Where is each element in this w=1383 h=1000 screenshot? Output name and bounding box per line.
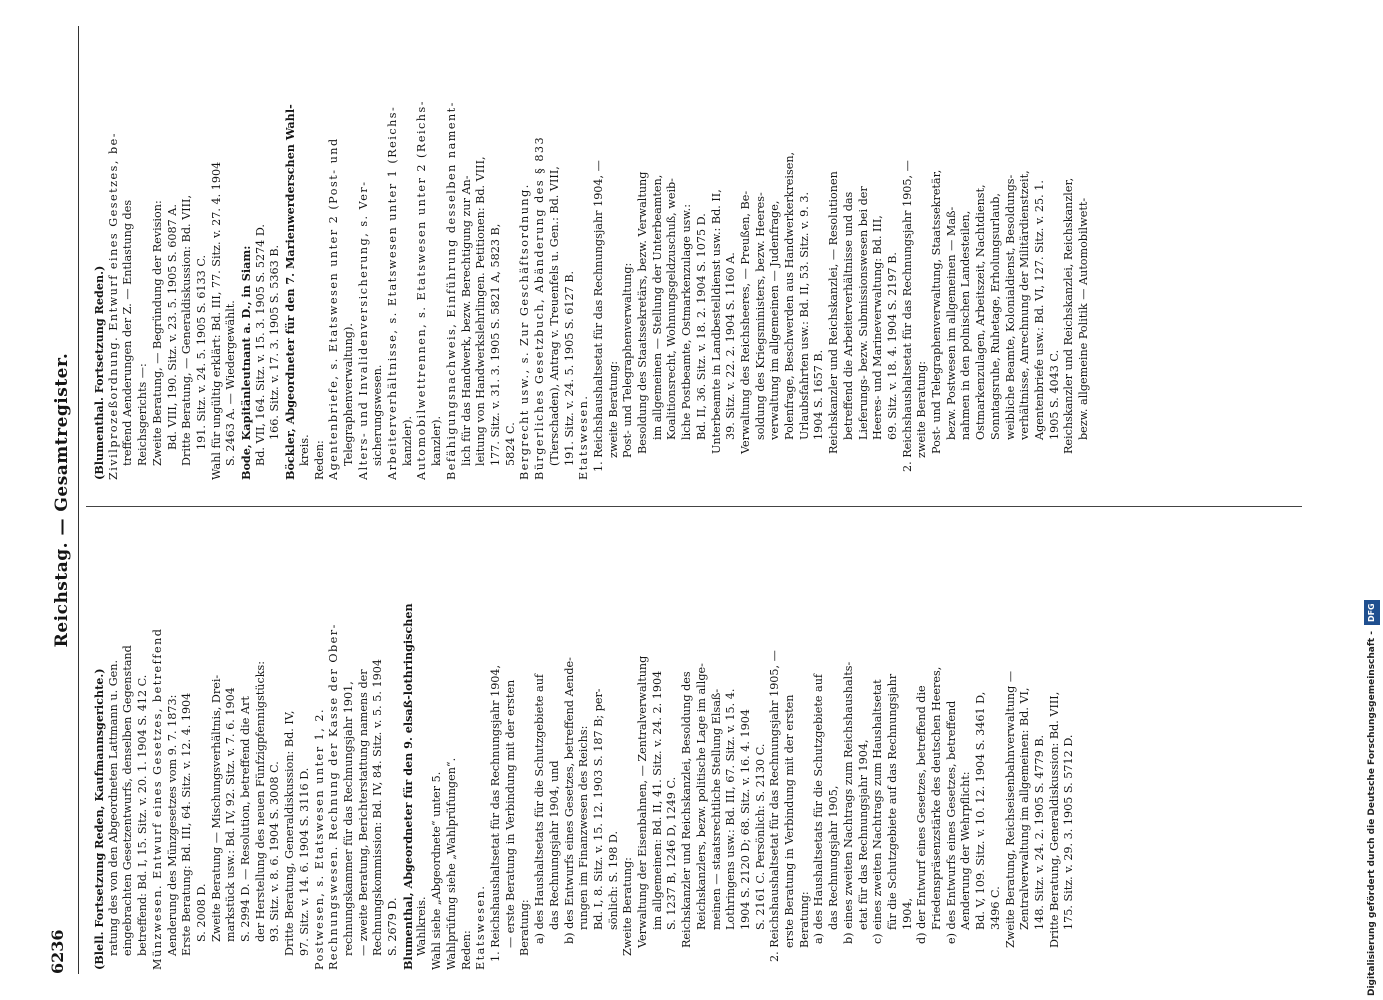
text-line: Reden: [312, 440, 326, 480]
text-line: Heeres- und Marineverwaltung: Bd. III, [871, 215, 885, 440]
text-line: Zivilprozeßordnung. Entwurf eines Gesetzes, be- [106, 131, 120, 480]
text-line: S. 2463 A. — Wiedergewählt. [224, 300, 238, 466]
text-line: kanzler). [400, 415, 414, 466]
text-line: markstück usw.: Bd. IV, 92. Sitz. v. 7. 6. 1904 [224, 687, 238, 942]
text-line: (Tierschaden), Antrag v. Treuenfels u. Gen.: Bd. VIII, [547, 166, 561, 466]
text-line: weibliche Beamte, Kolonialdienst, Besoldungs- [1003, 174, 1017, 440]
text-line: 2. Reichshaushaltsetat für das Rechnungsjahr 1905, — [900, 160, 914, 472]
page-number: 6236 [48, 929, 67, 974]
header-rule [78, 26, 79, 974]
text-line: 97. Sitz. v. 14. 6. 1904 S. 3116 D. [297, 767, 311, 956]
text-line: Wahlkreis. [415, 896, 429, 956]
text-line: das Rechnungsjahr 1904, und [547, 760, 561, 930]
text-line: ratung des von den Abgeordneten Lattmann u. Gen. [106, 659, 120, 956]
text-line: Zweite Beratung — Mischungsverhältnis, Drei- [209, 674, 223, 942]
text-line: Alters- und Invalidenversicherung, s. Ver- [356, 180, 370, 480]
text-line: a) des Haushaltsetats für die Schutzgebiete auf [533, 673, 547, 944]
text-line: a) des Haushaltsetats für die Schutzgebiete auf [812, 673, 826, 944]
text-line: Koalitionsrecht, Wohnungsgeldzuschuß, weib- [665, 178, 679, 440]
text-line: Lieferungs- bezw. Submissionswesen bei der [856, 186, 870, 440]
text-line: Etatswesen. [577, 394, 591, 480]
dfg-note-text: Digitalisierung gefördert durch die Deutsche Forschungsgemeinschaft - [1367, 631, 1377, 996]
text-line: 1905 S. 4043 C. [1047, 349, 1061, 440]
text-line: 191. Sitz. v. 24. 5. 1905 S. 6133 C. [194, 254, 208, 450]
text-line: 166. Sitz. v. 17. 3. 1905 S. 5363 B. [268, 244, 282, 440]
text-line: Reden: [459, 930, 473, 970]
text-line: Rechnungskommission: Bd. IV, 84. Sitz. v. 5. 5. 1904 [371, 659, 385, 956]
text-line: Zentralverwaltung im allgemeinen: Bd. VI, [1018, 687, 1032, 930]
text-line: Postwesen, s. Etatswesen unter 1, 2. [312, 707, 326, 970]
text-line: Zweite Beratung, — Begründung der Revision: [150, 200, 164, 466]
text-line: Aenderung des Münzgesetzes vom 9. 7. 1873: [165, 694, 179, 956]
text-line: bezw. Postwesen im allgemeinen — Maß- [944, 206, 958, 440]
text-line: Dritte Beratung, — Generaldiskussion: Bd. VIII, [180, 194, 194, 466]
running-head: Reichstag. — Gesamtregister. [52, 352, 72, 648]
text-line: 3496 C. [988, 886, 1002, 930]
text-line: Automobilwettrennen, s. Etatswesen unter 2 (Reichs- [415, 99, 429, 480]
text-line: 93. Sitz. v. 8. 6. 1904 S. 3008 C. [268, 761, 282, 942]
text-line: 39. Sitz. v. 22. 2. 1904 S. 1160 A. [724, 252, 738, 440]
text-line: Reichskanzler und Reichskanzlei, Besoldung des [680, 671, 694, 948]
text-line: Aenderung der Wehrpflicht: [959, 771, 973, 930]
text-line: Bd. VIII, 190. Sitz. v. 23. 5. 1905 S. 6087 A. [165, 204, 179, 450]
text-line: 1904 S. 1657 B. [812, 349, 826, 440]
text-line: soldung des Kriegsministers, bezw. Heeres- [753, 192, 767, 440]
text-line: verwaltung im allgemeinen — Judenfrage, [768, 200, 782, 440]
text-line: der Herstellung des neuen Fünfzigpfennigstücks: [253, 660, 267, 942]
text-line: Verwaltung der Eisenbahnen, — Zentralverwaltung [636, 655, 650, 948]
dfg-logo: DFG [1364, 600, 1380, 625]
text-line: c) eines zweiten Nachtrags zum Haushaltsetat [871, 679, 885, 944]
text-line: 148. Sitz. v. 24. 2. 1905 S. 4779 B. [1033, 734, 1046, 930]
text-line: liche Postbeamte, Ostmarkenzulage usw.: [680, 204, 694, 440]
text-line: Ostmarkenzulagen, Arbeitszeit, Nachtdienst, [974, 184, 988, 440]
text-line: S. 1237 B, 1246 D, 1249 C. [665, 776, 679, 930]
text-line: Wahlprüfung siehe „Wahlprüfungen“. [444, 757, 458, 970]
text-line: S. 2679 D. [386, 897, 400, 956]
text-line: Reichskanzlers, bezw. politische Lage im allge- [694, 663, 708, 930]
text-line: Agentenbriefe, s. Etatswesen unter 2 (Post- und [327, 137, 341, 480]
text-line: e) des Entwurfs eines Gesetzes, betreffend [944, 700, 958, 944]
text-line: Blumenthal, Abgeordneter für den 9. elsaß-lothringischen [400, 603, 415, 970]
text-line: Beratung: [797, 891, 811, 948]
text-line: im allgemeinen: Bd. II, 41. Sitz. v. 24. 2. 1904 [650, 670, 664, 930]
text-line: nahmen in den polnischen Landesteilen, [959, 210, 973, 440]
text-line: S. 2008 D. [194, 883, 208, 942]
text-line: Beratung: [518, 899, 532, 956]
text-line: Bd. I, 8. Sitz. v. 15. 12. 1903 S. 187 B; per- [591, 688, 605, 930]
text-line: S. 2994 D. — Resolution, betreffend die Art [239, 696, 253, 942]
text-line: 191. Sitz. v. 24. 5. 1905 S. 6127 B. [562, 270, 576, 466]
text-line: Böckler, Abgeordneter für den 7. Marienwerderschen Wahl- [283, 104, 298, 480]
text-line: S. 2161 C. Persönlich: S. 2130 C. [753, 743, 767, 930]
text-line: Erste Beratung: Bd. III, 64. Sitz. v. 12. 4. 1904 [180, 692, 194, 956]
text-line: zweite Beratung: [606, 360, 620, 458]
text-line: Bd. VII, 164. Sitz. v. 15. 3. 1905 S. 5274 D. [253, 224, 267, 466]
text-line: Telegraphenverwaltung). [341, 323, 355, 466]
text-line: Besoldung des Staatssekretärs, bezw. Verwaltung [636, 171, 650, 454]
text-line: kreis. [297, 434, 311, 466]
text-line: 5824 C. [503, 422, 517, 466]
text-line: rungen im Finanzwesen des Reichs: [577, 725, 591, 930]
text-line: Urlaubsfahrten usw.: Bd. II, 53. Sitz. v. 9. 3. [797, 192, 811, 440]
text-line: etat für das Rechnungsjahr 1904, [856, 739, 870, 930]
text-line: Bd. II, 36. Sitz. v. 18. 2. 1904 S. 1075 D. [694, 213, 708, 440]
text-line: rechnungskammer für das Rechnungsjahr 1901, [341, 681, 355, 956]
text-line: Bergrecht usw., s. Zur Geschäftsordnung. [518, 183, 532, 480]
text-line: Bd. V, 109. Sitz. v. 10. 12. 1904 S. 3461 D, [974, 691, 988, 930]
text-line: (Blell. Fortsetzung Reden, Kaufmannsgerichte.) [92, 668, 106, 970]
text-line: Verwaltung des Reichsheeres, — Preußen, Be- [738, 190, 752, 454]
text-line: Befähigungsnachweis, Einführung desselben nament- [444, 101, 458, 480]
text-line: kanzler). [430, 415, 444, 466]
text-line: Bürgerliches Gesetzbuch, Abänderung des § 833 [533, 135, 547, 480]
text-line: sicherungswesen. [371, 364, 385, 466]
text-line: Wahl siehe „Abgeordnete“ unter 5. [430, 771, 444, 970]
text-line: eingebrachten Gesetzentwurfs, denselben Gegenstand [121, 645, 135, 956]
text-line: 1. Reichshaushaltsetat für das Rechnungsjahr 1904, — [591, 160, 605, 472]
text-line: Arbeiterverhältnisse, s. Etatswesen unter 1 (Reichs- [386, 105, 400, 480]
text-line: Agentenbriefe usw.: Bd. VI, 127. Sitz. v. 25. 1. [1033, 180, 1046, 440]
text-line: Reichskanzler und Reichskanzlei, Reichskanzler, [1062, 177, 1076, 454]
text-line: zweite Beratung: [915, 360, 929, 458]
text-line: treffend Aenderungen der Z. — Entlastung des [121, 199, 135, 466]
text-line: Wahl für ungültig erklärt: Bd. III, 77. Sitz. v. 27. 4. 1904 [209, 161, 223, 480]
text-line: für die Schutzgebiete auf das Rechnungsjahr [885, 673, 899, 930]
text-line: 2. Reichshaushaltsetat für das Rechnungsjahr 1905, — [768, 650, 782, 962]
right-column [92, 32, 1092, 480]
text-line: Polenfrage, Beschwerden aus Handwerkerkreisen, [783, 151, 797, 440]
text-line: Zweite Beratung, Reichseisenbahnverwaltung — [1003, 670, 1017, 948]
text-line: betreffend die Arbeiterverhältnisse und das [841, 191, 855, 440]
text-line: — erste Beratung in Verbindung mit der ersten [503, 679, 517, 948]
text-line: Post- und Telegraphenverwaltung, Staatssekretär, [930, 169, 944, 454]
text-line: b) eines zweiten Nachtrags zum Reichshaushalts- [841, 661, 855, 944]
text-line: betreffend: Bd. I, 15. Sitz. v. 20. 1. 1904 S. 412 C. [136, 674, 150, 956]
text-line: verhältnisse, Anrechnung der Militärdienstzeit, [1018, 170, 1032, 440]
text-line: — zweite Beratung, Berichterstattung namens der [356, 669, 370, 956]
text-line: Reichskanzler und Reichskanzlei, — Resolutionen [827, 171, 841, 454]
text-line: lich für das Handwerk, bezw. Berechtigung zur An- [459, 175, 473, 466]
text-line: b) des Entwurfs eines Gesetzes, betreffend Aende- [562, 657, 576, 944]
text-line: 175. Sitz. v. 29. 3. 1905 S. 5712 D. [1062, 734, 1076, 930]
text-line: 177. Sitz. v. 31. 3. 1905 S. 5821 A, 5823 B, [488, 223, 502, 466]
text-line: d) der Entwurf eines Gesetzes, betreffend die [915, 685, 929, 944]
text-line: im allgemeinen — Stellung der Unterbeamten, [650, 174, 664, 440]
text-line: Dritte Beratung, Generaldiskussion: Bd. IV, [283, 710, 297, 956]
text-line: Etatswesen. [474, 884, 488, 970]
text-line: Münzwesen. Entwurf eines Gesetzes, betreffend [150, 627, 164, 970]
text-line: Rechnungswesen. Rechnung der Kasse der Ober- [327, 623, 341, 970]
text-line: bezw. allgemeine Politik — Automobilwett- [1077, 197, 1091, 440]
text-line: Reichsgerichts —: [136, 363, 150, 466]
text-line: Sonntagsruhe, Ruhetage, Erholungsurlaub, [988, 193, 1002, 440]
text-line: Unterbeamte in Landbestelldienst usw.: Bd. II, [709, 189, 723, 454]
left-column [92, 522, 1077, 970]
column-divider [86, 506, 1302, 507]
text-line: (Blumenthal. Fortsetzung Reden.) [92, 265, 106, 480]
text-line: 1904, [900, 897, 914, 930]
text-line: meinen — staatsrechtliche Stellung Elsaß- [709, 688, 723, 930]
text-line: 1904 S. 2120 D; 68. Sitz. v. 16. 4. 1904 [738, 709, 752, 930]
text-line: Lothringens usw.: Bd. III, 67. Sitz. v. 15. 4. [724, 688, 738, 930]
text-line: Friedenspräsenzstärke des deutschen Heeres, [930, 666, 944, 930]
text-line: Dritte Beratung, Generaldiskussion: Bd. VIII, [1047, 691, 1061, 948]
text-line: 69. Sitz. v. 18. 4. 1904 S. 2197 B. [885, 252, 899, 440]
text-line: 1. Reichshaushaltsetat für das Rechnungsjahr 1904, [488, 664, 502, 962]
text-line: leitung von Handwerkslehrlingen. Petitionen: Bd. VIII, [474, 156, 488, 466]
text-line: erste Beratung in Verbindung mit der ersten [783, 694, 797, 948]
dfg-note [1364, 6, 1380, 996]
text-line: sönlich: S. 198 D. [606, 830, 620, 930]
text-line: Post- und Telegraphenverwaltung: [621, 262, 635, 458]
text-line: das Rechnungsjahr 1905, [827, 785, 841, 930]
text-line: Bode, Kapitänleutnant a. D., in Siam: [239, 245, 254, 480]
text-line: Zweite Beratung: [621, 857, 635, 956]
